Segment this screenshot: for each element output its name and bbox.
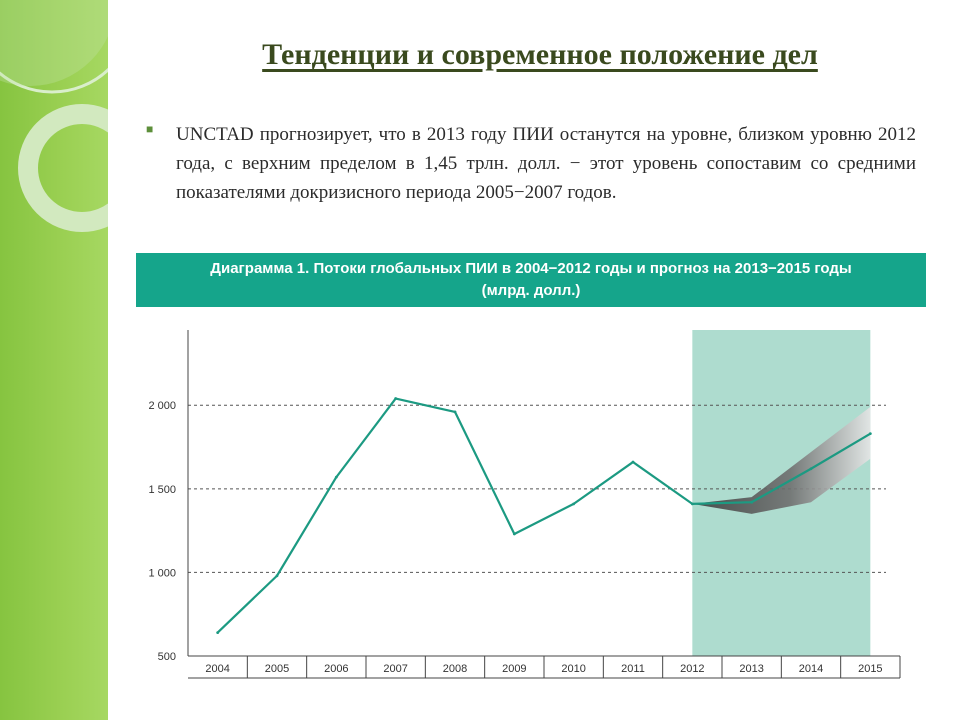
x-tick-label: 2008 (442, 663, 468, 675)
x-tick-label: 2005 (264, 663, 290, 675)
x-tick-label: 2011 (621, 663, 645, 675)
y-tick-label: 1 000 (148, 567, 176, 580)
x-tick-label: 2004 (205, 663, 230, 675)
x-tick-label: 2012 (680, 663, 705, 675)
data-point-2014 (810, 467, 813, 470)
data-point-2009 (513, 533, 516, 536)
bullet-marker: ■ (146, 122, 154, 136)
x-tick-label: 2015 (858, 663, 883, 675)
x-tick-label: 2013 (739, 663, 764, 675)
x-tick-label: 2009 (502, 663, 527, 675)
data-point-2008 (454, 411, 457, 414)
x-tick-label: 2007 (383, 663, 408, 675)
data-point-2013 (750, 501, 753, 504)
data-point-2015 (869, 432, 872, 435)
chart-subtitle: (млрд. долл.) (481, 282, 581, 299)
data-point-2006 (335, 476, 338, 479)
chart-title: Диаграмма 1. Потоки глобальных ПИИ в 2004−2012 годы и прогноз на 2013−2015 годы (210, 260, 852, 277)
data-point-2012 (691, 502, 694, 505)
slide-title: Тенденции и современное положение дел (262, 38, 818, 71)
data-point-2007 (394, 397, 397, 400)
x-tick-label: 2006 (324, 663, 349, 675)
x-tick-label: 2014 (798, 663, 824, 675)
data-point-2005 (276, 574, 279, 577)
y-tick-label: 2 000 (148, 400, 176, 413)
data-point-2011 (632, 461, 635, 464)
y-tick-label: 1 500 (148, 483, 176, 496)
data-point-2004 (216, 631, 219, 634)
x-tick-label: 2010 (561, 663, 586, 675)
bullet-text: UNCTAD прогнозирует, что в 2013 году ПИИ останутся на уровне, близком уровню 2012 года, с верхним пределом в 1,45 трлн. долл. − этот уровень сопоставим со средними показателями докризисного периода 2005−2007 годов. (176, 124, 916, 203)
data-point-2010 (572, 502, 575, 505)
y-tick-label: 500 (157, 651, 176, 663)
